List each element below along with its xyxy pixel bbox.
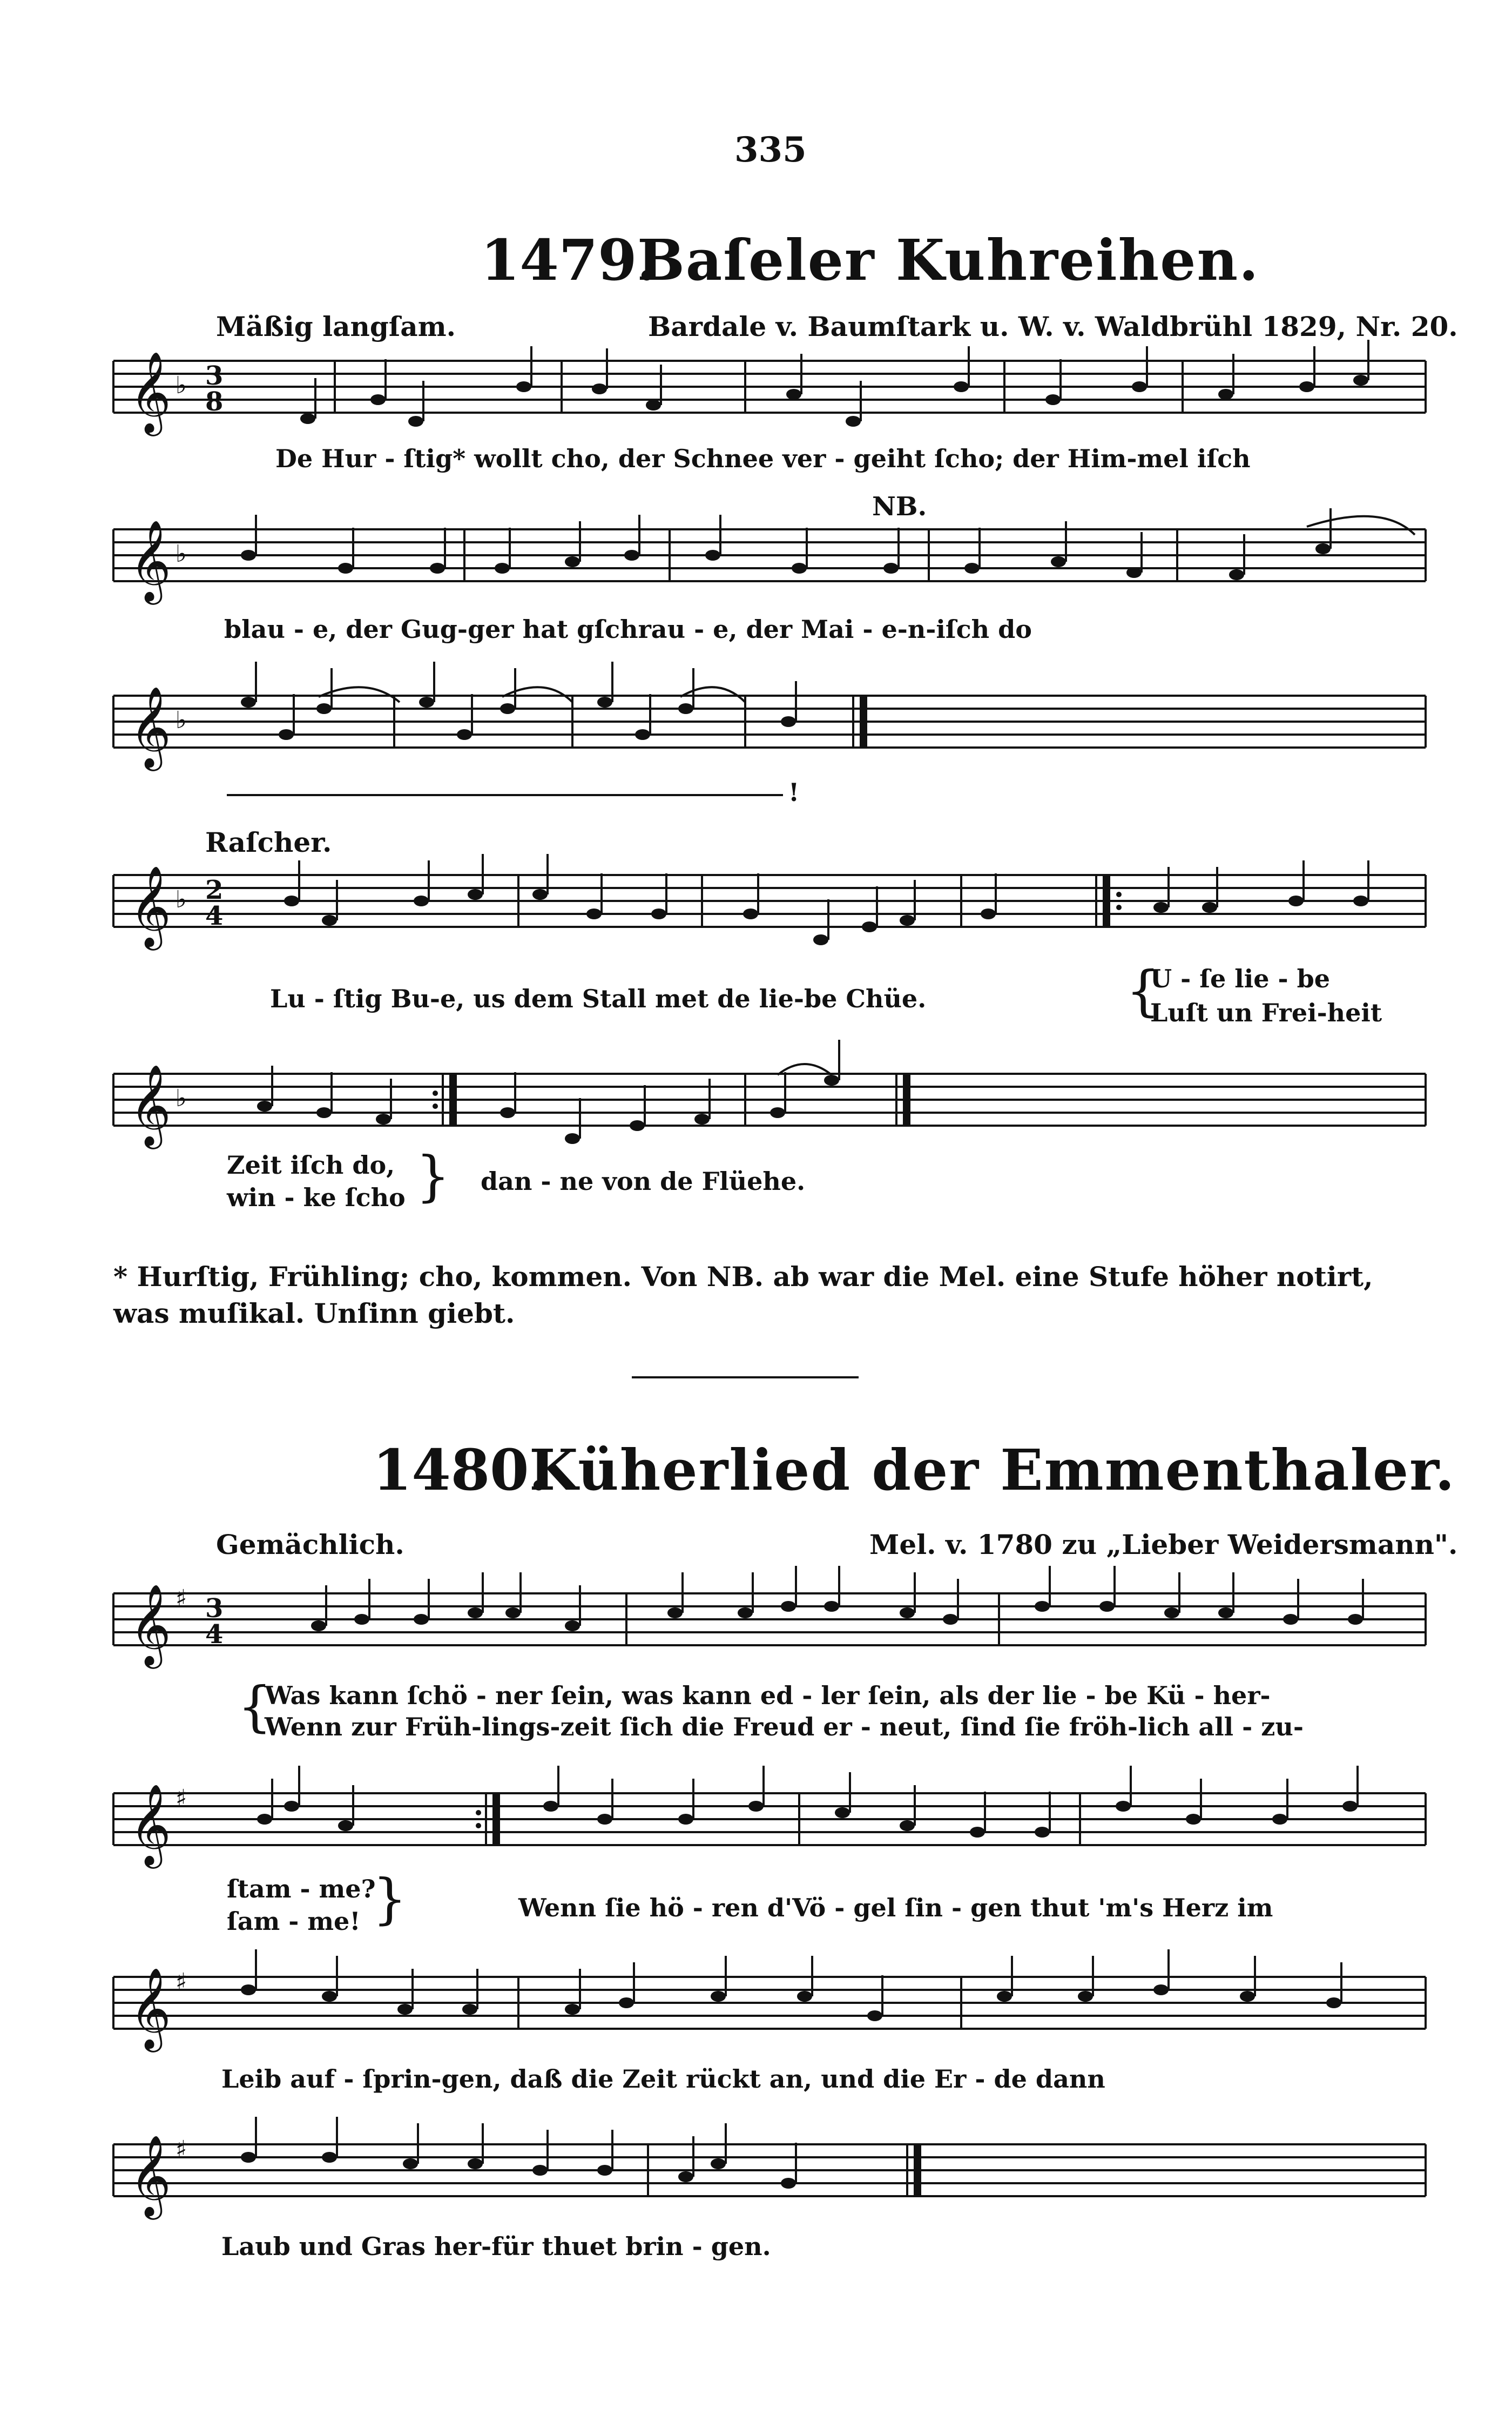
page-number: 335 xyxy=(734,130,807,170)
svg-text:♯: ♯ xyxy=(176,2136,187,2163)
svg-text:♭: ♭ xyxy=(176,886,187,913)
svg-text:2: 2 xyxy=(205,875,224,905)
song-1479-number: 1479. xyxy=(481,227,657,293)
song-1479-footnote: * Hurſtig, Frühling; cho, kommen. Von NB. ab war die Mel. eine Stufe höher notirt, was muſikal. Unſinn giebt. xyxy=(113,1261,1373,1329)
verse-brace: } xyxy=(416,1145,450,1208)
song-1480-source: Mel. v. 1780 zu „Lieber Weidersmann". xyxy=(869,1529,1458,1560)
svg-text:𝄞: 𝄞 xyxy=(130,2134,171,2216)
svg-text:4: 4 xyxy=(205,901,224,931)
song-1479-source: Bardale v. Baumſtark u. W. v. Waldbrühl 1829, Nr. 20. xyxy=(648,311,1458,342)
verse-brace: { xyxy=(1126,959,1160,1022)
section-divider xyxy=(632,1376,859,1378)
svg-text:♭: ♭ xyxy=(176,540,187,568)
song-1479-lyrics-4-verse-a: U - ſe lie - be xyxy=(1150,964,1331,993)
song-1479-lyrics-4: Lu - ſtig Bu-e, us dem Stall met de lie-be Chüe. xyxy=(270,984,927,1013)
song-1479-title: Baſeler Kuhreihen. xyxy=(637,227,1260,293)
song-1480-lyrics-1-a: Was kann ſchö - ner ſein, was kann ed - ler ſein, als der lie - be Kü - her- xyxy=(265,1681,1271,1710)
svg-text:♭: ♭ xyxy=(176,706,187,734)
verse-brace: } xyxy=(373,1867,407,1930)
svg-text:𝄞: 𝄞 xyxy=(130,1967,171,2049)
song-1479-lyrics-4-verse-b: Luſt un Frei-heit xyxy=(1150,998,1382,1027)
song-1480-tempo: Gemächlich. xyxy=(216,1529,404,1560)
song-1480-lyrics-3: Leib auf - ſprin-gen, daß die Zeit rückt an, und die Er - de dann xyxy=(221,2064,1105,2094)
song-1479-lyrics-3-end: ! xyxy=(788,778,800,807)
verse-brace: { xyxy=(238,1675,272,1738)
svg-text:♯: ♯ xyxy=(176,1785,187,1812)
svg-text:3: 3 xyxy=(205,1593,224,1624)
svg-text:𝄞: 𝄞 xyxy=(130,685,171,768)
svg-text:4: 4 xyxy=(205,1619,224,1650)
svg-text:𝄞: 𝄞 xyxy=(130,1783,171,1865)
song-1479-tempo: Mäßig langſam. xyxy=(216,311,456,342)
song-1480-lyrics-2-a: ſtam - me? xyxy=(227,1874,376,1903)
svg-text:𝄞: 𝄞 xyxy=(130,1583,171,1665)
song-1480-lyrics-2-b: ſam - me! xyxy=(227,1907,361,1936)
svg-text:𝄞: 𝄞 xyxy=(130,865,171,947)
svg-text:8: 8 xyxy=(205,387,224,417)
song-1480-title: Küherlied der Emmenthaler. xyxy=(529,1437,1456,1503)
song-1479-lyrics-5-rest: dan - ne von de Flüehe. xyxy=(481,1167,806,1196)
song-1480-lyrics-1-b: Wenn zur Früh-lings-zeit ſich die Freud er - neut, ſind ſie fröh-lich all - zu- xyxy=(265,1712,1304,1741)
svg-text:♭: ♭ xyxy=(176,372,187,399)
svg-text:♯: ♯ xyxy=(176,1968,187,1996)
svg-text:3: 3 xyxy=(205,361,224,391)
song-1479-lyrics-5-a: Zeit iſch do, xyxy=(227,1150,395,1180)
song-1479-lyrics-5-b: win - ke ſcho xyxy=(227,1183,406,1212)
song-1480-lyrics-4: Laub und Gras her-für thuet brin - gen. xyxy=(221,2232,771,2261)
song-1479-lyrics-2: blau - e, der Gug-ger hat gſchrau - e, der Mai - e-n-iſch do xyxy=(224,615,1032,644)
svg-text:♭: ♭ xyxy=(176,1085,187,1112)
song-1479-faster: Raſcher. xyxy=(205,826,332,858)
song-1479-lyrics-1: De Hur - ſtig* wollt cho, der Schnee ver - geiht ſcho; der Him-mel iſch xyxy=(275,444,1251,473)
svg-text:♯: ♯ xyxy=(176,1585,187,1612)
svg-text:𝄞: 𝄞 xyxy=(130,351,171,433)
svg-text:𝄞: 𝄞 xyxy=(130,1064,171,1146)
song-1479-nb-marker: NB. xyxy=(872,492,927,522)
song-1480-number: 1480. xyxy=(373,1437,549,1503)
song-1480-lyrics-2-rest: Wenn ſie hö - ren d'Vö - gel ſin - gen thut 'm's Herz im xyxy=(518,1893,1273,1922)
svg-text:𝄞: 𝄞 xyxy=(130,519,171,601)
